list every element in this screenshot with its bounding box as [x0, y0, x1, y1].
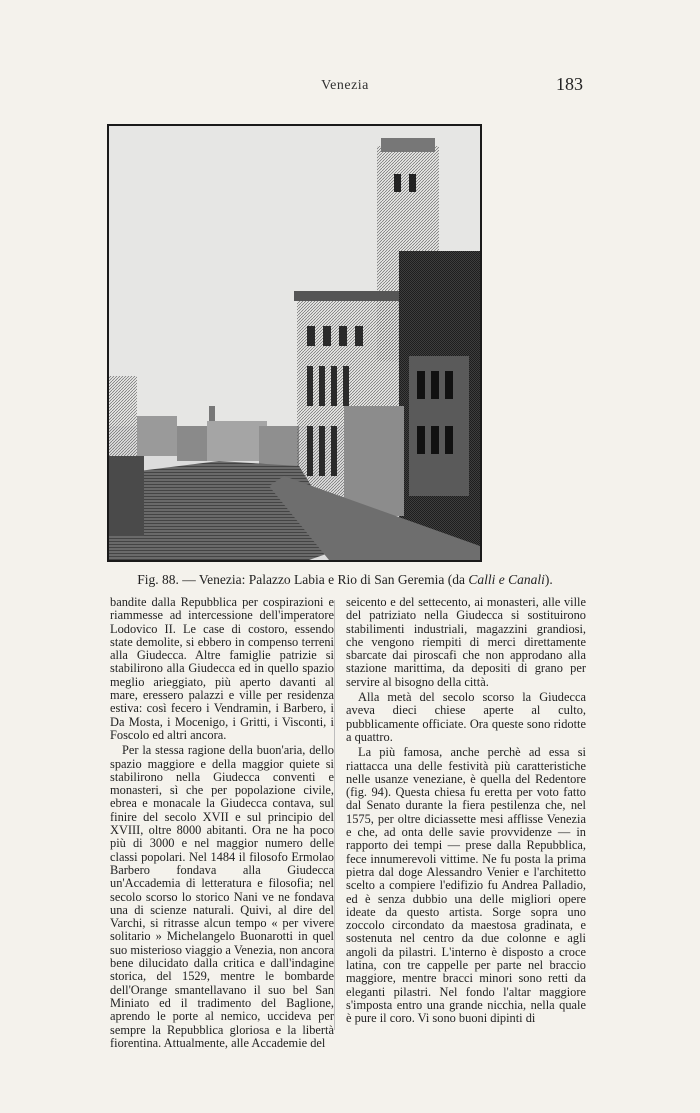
paragraph: bandite dalla Repubblica per cospirazioni e riammesse ad intercessione dell'imperatore Lodovico II. Le case di costoro, essendo state demolite, si ebbero in compenso terreni alla Giudecca. Altre famiglie patrizie si stabilirono alla Giudecca ed in quello spazio meglio arieggiato, più aperto davanti al mare, eressero palazzi e ville per residenza estiva: così fecero i Vendramin, i Barbero, i Da Mosta, i Mocenigo, i Gritti, i Visconti, i Foscolo ed altri ancora. [110, 595, 334, 742]
figure-engraving [107, 124, 482, 562]
engraving-illustration [109, 126, 480, 560]
paragraph: seicento e del settecento, ai monasteri, alle ville del patriziato nella Giudecca si sostituirono stabilimenti industriali, magazzini grandiosi, che vengono riempiti di merci direttamente sbarcate dai piroscafi che non approdano alla stazione marittima, da depositi di grano per servire al bisogno della città. [346, 595, 586, 689]
figure-caption [107, 572, 583, 588]
caption-prefix: Fig. 88. — Venezia: Palazzo Labia e Rio di San Geremia (da [137, 572, 469, 587]
paragraph: La più famosa, anche perchè ad essa si riattacca una delle festività più caratteristiche nelle usanze veneziane, è quella del Redentore (fig. 94). Questa chiesa fu eretta per voto fatto dal Senato durante la fiera pestilenza che, nel 1575, per oltre diciassette mesi afflisse Venezia e che, ad onta delle savie provvidenze — in rapporto dei tempi — prese dalla Repubblica, fece innumerevoli vittime. Ne fu posta la prima pietra dal doge Alessandro Venier e l'architetto scelto a compiere l'edifizio fu Andrea Palladio, ed è senza dubbio una delle migliori opere ideate da questo artista. Sorge sopra uno zoccolo circondato da maestosa gradinata, e sostenuta nel centro da due colonne e agli angoli da pilastri. L'interno è disposto a croce latina, con tre cappelle per parte nel braccio maggiore, mentre bracci minori sono retti da eleganti pilastri. Nel fondo l'altar maggiore s'imposta entro una grande nicchia, nella quale è pure il coro. Vi sono buoni dipinti di [346, 745, 586, 1026]
page-number: 183 [556, 74, 583, 94]
caption-suffix: ). [544, 572, 553, 587]
page-header [107, 74, 583, 98]
column-divider [334, 600, 335, 1030]
paragraph: Alla metà del secolo scorso la Giudecca aveva dieci chiese aperte al culto, pubblicamente officiate. Ora queste sono ridotte a quattro. [346, 690, 586, 744]
caption-source: Calli e Canali [468, 572, 545, 587]
running-title: Venezia [321, 78, 369, 93]
paragraph: Per la stessa ragione della buon'aria, dello spazio maggiore e della maggior quiete si stabilirono nella Giudecca conventi e monasteri, sì che per popolazione civile, ebrea e monacale la Giudecca contava, sul finire del secolo XVII e sul principio del XVIII, oltre 8000 abitanti. Ora ne ha poco più di 3000 e nel maggior numero delle classi popolari. Nel 1484 il filosofo Ermolao Barbero fondava alla Giudecca un'Accademia di letteratura e filosofia; nel secolo scorso lo storico Nani ve ne fondava una di scienze naturali. Quivi, al dire del Varchi, si ritrasse alcun tempo « per vivere solitario » Michelangelo Buonarotti in quel suo misterioso viaggio a Venezia, non ancora bene dilucidato dalla critica e dall'indagine storica, del 1529, mentre le bombarde dell'Orange smantellavano il suo bel San Miniato ed il tradimento del Baglione, aprendo le porte al nemico, uccideva per sempre la Repubblica gloriosa e la libertà fiorentina. Attualmente, alle Accademie del [110, 743, 334, 1050]
right-column [346, 596, 586, 1028]
left-column [110, 596, 334, 1052]
